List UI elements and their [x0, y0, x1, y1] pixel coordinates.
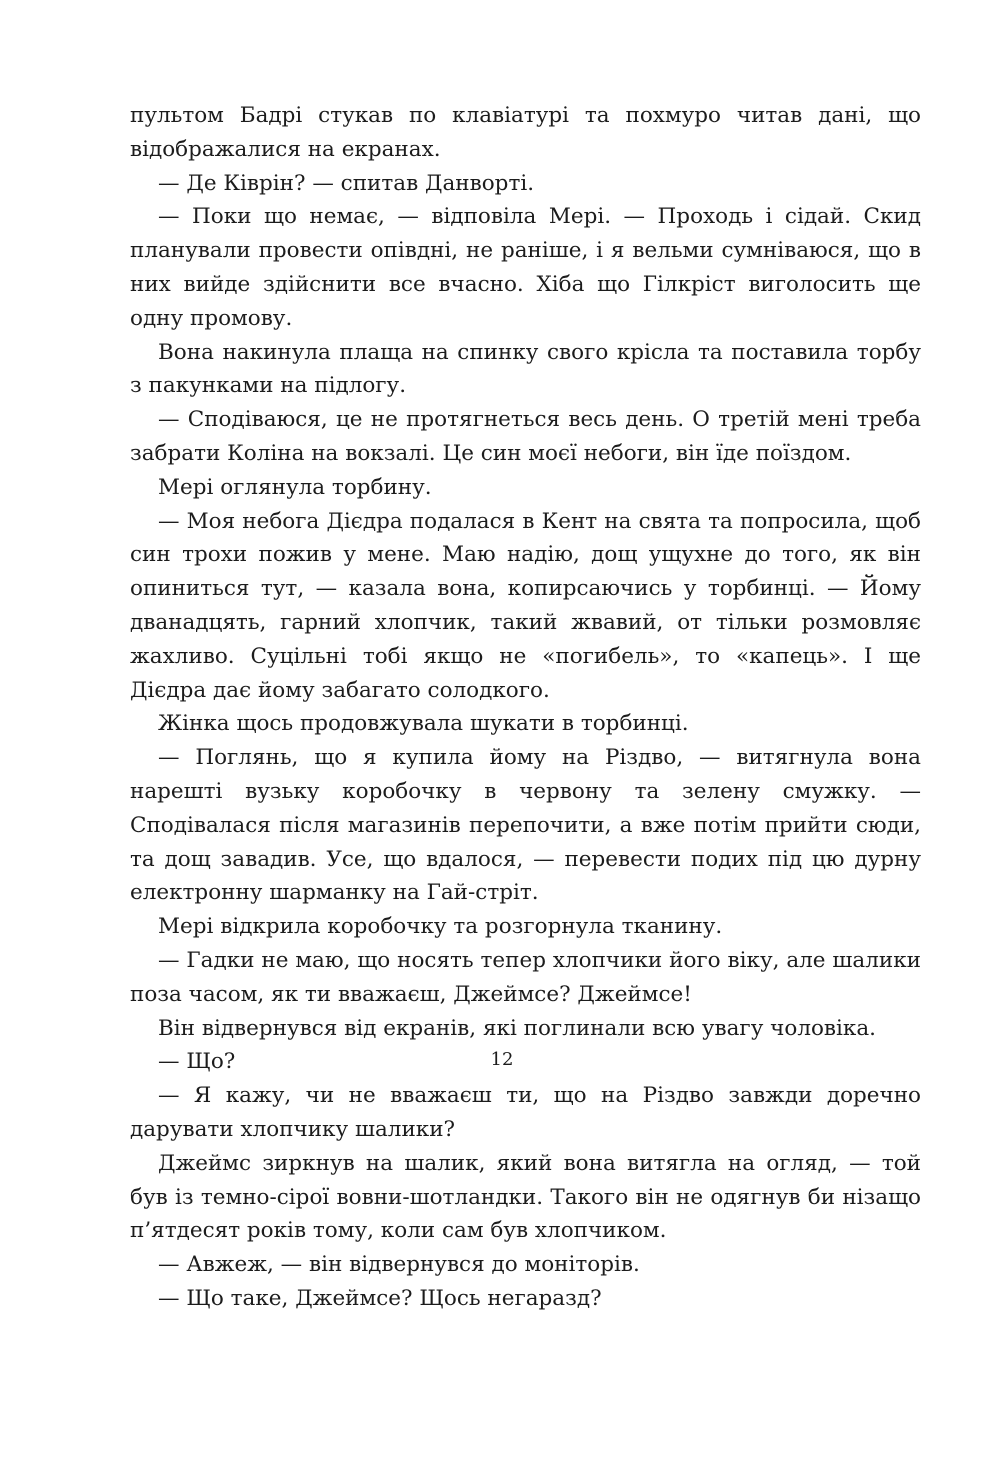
- paragraph: Вона накинула плаща на спинку свого крісла та поставила торбу з пакунками на підлогу.: [130, 339, 921, 399]
- paragraph: — Поки що немає, — відповіла Мері. — Проходь і сідай. Скид планували провести опівдні, не раніше, і я вельми сумніваюся, що в них вийде здійснити все вчасно. Хіба що Гілкріст виголосить ще одну промову.: [130, 204, 921, 331]
- paragraph-continued: пультом Бадрі стукав по клавіатурі та похмуро читав дані, що відображалися на екранах.: [130, 103, 921, 162]
- paragraph: — Гадки не маю, що носять тепер хлопчики його віку, але шалики поза часом, як ти вважаєш, Джеймсе? Джеймсе!: [130, 947, 921, 1007]
- paragraph: — Де Ківрін? — спитав Данворті.: [158, 170, 535, 196]
- paragraph: — Моя небога Дієдра подалася в Кент на свята та попросила, щоб син трохи пожив у мене. Маю надію, дощ ущухне до того, як він опиниться тут, — казала вона, копирсаючись у торбинці. — Йому дванадцять, гарний хлопчик, такий жвавий, от тільки розмовляє жахливо. Суцільні тобі якщо не «погибель», то «капець». І ще Дієдра дає йому забагато солодкого.: [130, 508, 921, 703]
- paragraph: Жінка щось продовжувала шукати в торбинці.: [158, 711, 689, 737]
- paragraph: — Я кажу, чи не вважаєш ти, що на Різдво завжди доречно дарувати хлопчику шалики?: [130, 1083, 921, 1142]
- paragraph: — Авжеж, — він відвернувся до моніторів.: [158, 1252, 640, 1278]
- body-text: [130, 99, 921, 1316]
- paragraph: Він відвернувся від екранів, які поглинали всю увагу чоловіка.: [158, 1015, 877, 1041]
- paragraph: Джеймс зиркнув на шалик, який вона витягла на огляд, — той був із темно-сірої вовни-шотландки. Такого він не одягнув би нізащо п’ятдесят років тому, коли сам був хлопчиком.: [130, 1150, 921, 1244]
- paragraph: — Що?: [158, 1049, 236, 1075]
- paragraph: Мері оглянула торбину.: [158, 474, 432, 500]
- paragraph: — Поглянь, що я купила йому на Різдво, — витягнула вона нарешті вузьку коробочку в червону та зелену смужку. — Сподівалася після магазинів перепочити, а вже потім прийти сюди, та дощ завадив. Усе, що вдалося, — перевести подих під цю дурну електронну шарманку на Гай-стріт.: [130, 745, 921, 906]
- page-number: 12: [490, 1049, 514, 1070]
- paragraph: — Що таке, Джеймсе? Щось негаразд?: [158, 1285, 602, 1311]
- paragraph: — Сподіваюся, це не протягнеться весь день. О третій мені треба забрати Коліна на вокзалі. Це син моєї небоги, він їде поїздом.: [130, 407, 921, 466]
- paragraph: Мері відкрила коробочку та розгорнула тканину.: [158, 914, 723, 940]
